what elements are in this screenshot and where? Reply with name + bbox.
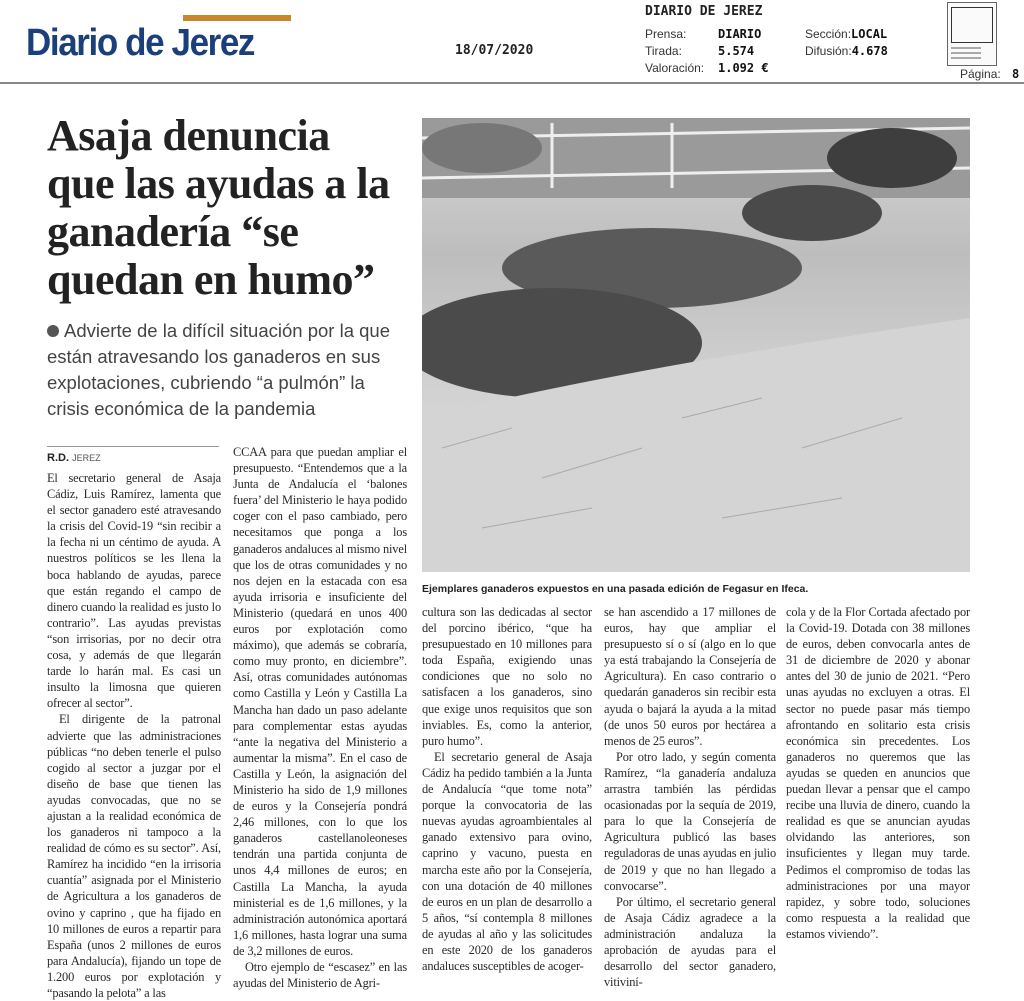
paragraph: se han ascendido a 17 millones de euros, hay que ampliar el presupuesto sí o sí (algo en lo que ya está trabajando la Consejería de Agricultura). En caso contrario o quedarán ganaderos sin recibir esta ayuda o bajará la ayuda a la mitad (de unos 50 euros por hectárea a menos de 25 euros”. xyxy=(604,605,776,748)
paragraph: CCAA para que puedan ampliar el presupuesto. “Entendemos que a la Junta de Andalucía el ‘balones fuera’ del Ministerio le haya podido coger con el paso cambiado, pero necesitamos que ponga a los ganaderos andaluces al mismo nivel que los de otras comunidades y no nos dejen en la estacada con esa ayuda irrisoria e insuficiente del Ministerio (quedará en unos 400 euros por explotación como máximo), que además se cobraría, como muy pronto, en diciembre”. Así, otras comunidades autónomas como Castilla y León y Castilla La Mancha han dado un paso adelante para complementar estas ayudas “ante la negativa del Ministerio a aumentar la misma”. En el caso de Castilla y León, la asignación del Ministerio ha sido de 1,9 millones de euros y la Consejería pondrá 2,46 millones, con lo que los ganaderos castellanoleoneses tendrán una partida conjunta de unos 4,4 millones de euros; en Castilla La Mancha, la ayuda ministerial es de 1,6 millones, y la administración autonómica aportará 1,6 millones, hasta lograr una suma de 3,2 millones de euros. xyxy=(233,445,407,958)
seccion-value: LOCAL xyxy=(851,27,888,41)
valoracion-value: 1.092 € xyxy=(718,61,769,75)
logo-accent-bar xyxy=(183,15,291,21)
article-headline: Asaja denuncia que las ayudas a la ganadería “se quedan en humo” xyxy=(47,111,390,304)
valoracion-label: Valoración: xyxy=(645,61,705,75)
paragraph: cola y de la Flor Cortada afectado por la Covid-19. Dotada con 38 millones de euros, deben convocarla antes de 31 de diciembre de 2020 y abonar antes del 30 de junio de 2021. “Pero unas ayudas no excluyen a otras. El sector no puede pasar más tiempo afrontando en solitario esta crisis económica sin precedentes. Los ganaderos no queremos que las ayudas se queden en anuncios que puedan llevar a pensar que el campo recibe una lluvia de dinero, cuando la realidad es que se anuncian ayudas olvidando las anteriores, son insuficientes y llegan muy tarde. Pedimos el compromiso de todas las administraciones por una mayor rapidez, y sobre todo, soluciones como respuesta a la realidad que estamos viviendo”. xyxy=(786,605,970,941)
bullet-icon xyxy=(47,325,59,337)
article-subhead xyxy=(47,318,397,422)
article-column-5 xyxy=(786,604,970,942)
subhead-text: Advierte de la difícil situación por la que están atravesando los ganaderos en sus explotaciones, cubriendo “a pulmón” la crisis económica de la pandemia xyxy=(47,320,390,419)
article-column-1 xyxy=(47,470,221,1001)
paragraph: Por otro lado, y según comenta Ramírez, “la ganadería andaluza arrastra también las pérdidas ocasionadas por la sequía de 2019, para lo que la Consejería de Agricultura publicó las bases reguladoras de unas ayudas en julio de 2019 y que no han llegado a convocarse”. xyxy=(604,749,776,893)
newspaper-logo: Diario de Jerez xyxy=(26,22,255,64)
prensa-value: DIARIO xyxy=(718,27,762,41)
photo-caption: Ejemplares ganaderos expuestos en una pasada edición de Fegasur en Ifeca. xyxy=(422,583,809,595)
location: JEREZ xyxy=(72,453,101,463)
author: R.D. xyxy=(47,452,69,464)
prensa-label: Prensa: xyxy=(645,27,687,41)
seccion-label: Sección: xyxy=(805,27,852,41)
page-thumbnail xyxy=(947,2,997,66)
article-column-4 xyxy=(604,604,776,990)
publication-name: DIARIO DE JEREZ xyxy=(645,4,763,19)
tirada-label: Tirada: xyxy=(645,44,682,58)
publication-date: 18/07/2020 xyxy=(455,43,534,58)
paragraph: El dirigente de la patronal advierte que las administraciones públicas “no deben tenerle el pulso cogido al sector a juzgar por el diseño de base que tienen las ayudas convocadas, que no se ajustan a la realidad económica de los ganaderos ni tampoco a la realidad de cómo es su sector”. Así, Ramírez ha incidido “en la irrisoria cuantía” asignada por el Ministerio de Agricultura a los ganaderos de ovino y caprino , que ha fijado en 10 millones de euros a repartir para España (unos 2 millones de euros para Andalucía), fijando un tope de 1.200 euros por explotación y “pasando la pelota” a las xyxy=(47,712,221,1000)
byline xyxy=(47,452,101,464)
article-column-2 xyxy=(233,444,407,991)
header-divider xyxy=(0,82,1024,84)
paragraph: cultura son las dedicadas al sector del porcino ibérico, “que ha presupuestado en 10 millones para toda España, exigiendo unas condiciones que no solo no satisfacen a los ganaderos, sino que exige unos requisitos que son inviables. Es, como la anterior, puro humo”. xyxy=(422,605,592,748)
paragraph: El secretario general de Asaja Cádiz ha pedido también a la Junta de Andalucía “que tome nota” porque la convocatoria de las nuevas ayudas agroambientales al ganado extensivo para ovino, caprino y vacuno, puesta en marcha este año por la Consejería, con una dotación de 40 millones de euros en un plan de desarrollo a 5 años, “sí contempla 8 millones de ayudas al año y las solicitudes en este 2020 de los ganaderos andaluces susceptibles de acoger- xyxy=(422,749,592,974)
article-photo-cattle xyxy=(422,118,970,572)
tirada-value: 5.574 xyxy=(718,44,755,58)
pagina-label: Página: xyxy=(960,67,1001,81)
paragraph: El secretario general de Asaja Cádiz, Luis Ramírez, lamenta que el sector ganadero esté atravesando la crisis del Covid-19 “sin recibir a la fecha ni un céntimo de ayuda. A nuestros políticos se les llena la boca hablando de ayudas, parece que están regando el campo de dinero cuando la realidad es justo lo contrario”. Las ayudas previstas “son irrisorias, por no decir otra cosa, y además de que llegarán tarde lo harán mal. Es casi un insulto la limosna que quieren ofrecer al sector”. xyxy=(47,471,221,711)
byline-rule xyxy=(47,446,219,447)
difusion-label: Difusión: xyxy=(805,44,852,58)
difusion-value: 4.678 xyxy=(851,44,888,58)
cattle-illustration xyxy=(422,118,970,572)
article-column-3 xyxy=(422,604,592,974)
paragraph: Por último, el secretario general de Asaja Cádiz agradece a la administración andaluza la aprobación de ayudas para el desarrollo del sector ganadero, vitiviní- xyxy=(604,894,776,990)
pagina-value: 8 xyxy=(1012,67,1020,81)
paragraph: Otro ejemplo de “escasez” en las ayudas del Ministerio de Agri- xyxy=(233,960,407,991)
